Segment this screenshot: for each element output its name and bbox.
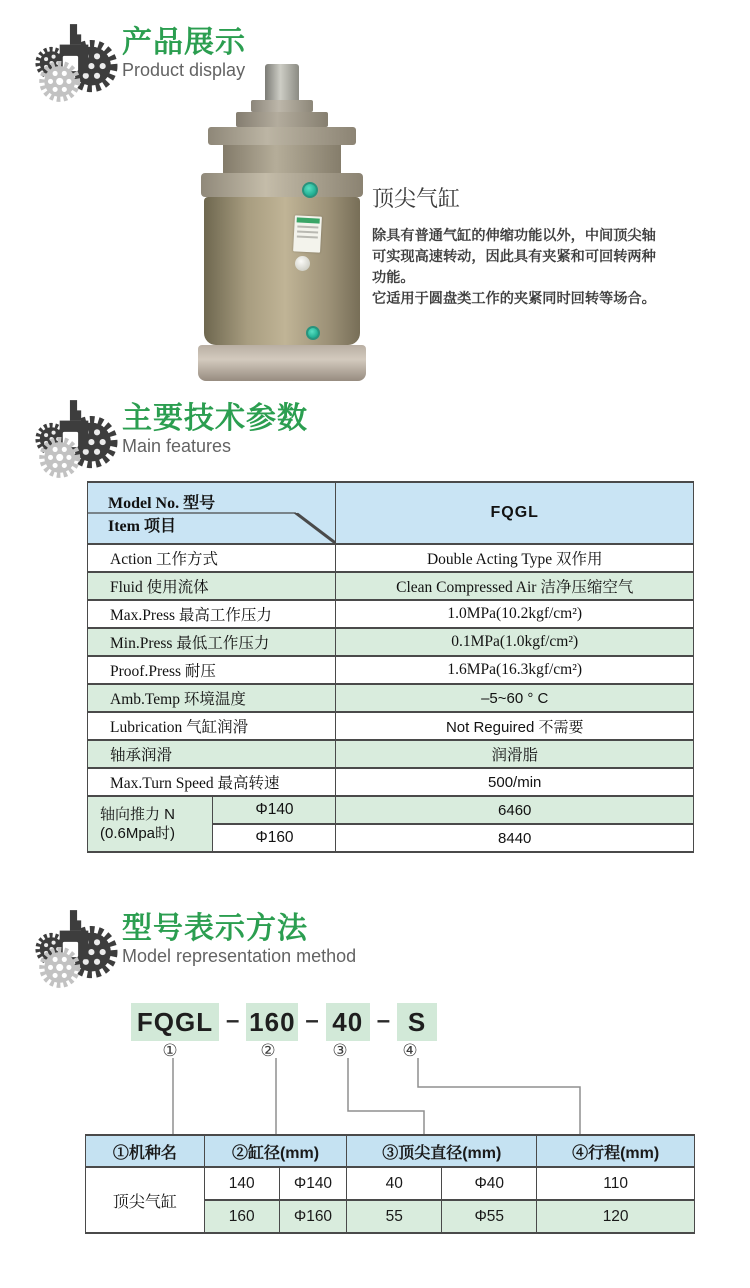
product-name: 顶尖气缸 <box>372 186 461 211</box>
gear-machine-icon <box>28 904 118 994</box>
product-description-line: 功能。 <box>372 270 415 286</box>
product-label <box>293 215 322 252</box>
product-description-line: 除具有普通气缸的伸缩功能以外，中间顶尖轴 <box>372 228 656 244</box>
product-description <box>372 226 738 310</box>
gear-machine-icon <box>28 394 118 484</box>
spec-header-item: Item 项目 <box>108 518 176 535</box>
spec-label-cell: Lubrication 气缸润滑 <box>88 712 336 740</box>
connector-lines <box>85 1058 695 1134</box>
model-code-separator: – <box>376 1006 391 1034</box>
spec-value-cell: Clean Compressed Air 洁净压缩空气 <box>336 572 694 600</box>
model-table-header: ③顶尖直径(mm) <box>347 1135 537 1167</box>
spec-value-cell: 0.1MPa(1.0kgf/cm²) <box>336 628 694 656</box>
thrust-label-line: (0.6Mpa时) <box>100 825 176 842</box>
cylinder-body <box>204 197 360 345</box>
model-table-cell: 110 <box>537 1167 695 1200</box>
plug-icon <box>295 256 310 271</box>
spec-label-cell: Max.Turn Speed 最高转速 <box>88 768 336 796</box>
section-subtitle: Model representation method <box>122 946 357 966</box>
model-table <box>85 1134 695 1234</box>
product-photo <box>176 64 388 364</box>
spec-value-cell: Double Acting Type 双作用 <box>336 544 694 572</box>
port-plug-icon <box>302 182 318 198</box>
circled-number: ③ <box>332 1041 348 1060</box>
gear-machine-icon <box>28 18 118 108</box>
model-table-row-label: 顶尖气缸 <box>86 1167 205 1233</box>
spec-header-model: Model No. 型号 <box>108 495 216 512</box>
spec-value-cell: 润滑脂 <box>336 740 694 768</box>
circled-number: ② <box>260 1041 276 1060</box>
circled-number: ① <box>162 1041 178 1060</box>
spec-model-value: FQGL <box>336 482 694 544</box>
model-table-header: ①机种名 <box>86 1135 205 1167</box>
cylinder-plate <box>208 127 356 145</box>
product-description-line: 可实现高速转动，因此具有夹紧和可回转两种 <box>372 249 656 265</box>
model-code-separator: – <box>305 1006 319 1034</box>
cylinder-neck <box>223 145 341 173</box>
model-code <box>131 1003 437 1041</box>
model-table-cell: 120 <box>537 1200 695 1233</box>
spec-label-cell: Proof.Press 耐压 <box>88 656 336 684</box>
model-table-cell: 140 <box>204 1167 279 1200</box>
section-title: 主要技术参数 <box>122 402 308 435</box>
cylinder-base <box>198 345 366 381</box>
spec-label-cell: 轴承润滑 <box>88 740 336 768</box>
spec-label-cell: Max.Press 最高工作压力 <box>88 600 336 628</box>
circled-number: ④ <box>402 1041 418 1060</box>
model-code-separator: – <box>226 1006 240 1034</box>
section-title: 型号表示方法 <box>122 912 308 945</box>
cylinder-disc <box>236 112 328 127</box>
thrust-label-line: 轴向推力 N <box>100 805 176 823</box>
spec-value-cell: 500/min <box>336 768 694 796</box>
section-subtitle: Product display <box>122 60 246 80</box>
model-table-cell: 40 <box>347 1167 442 1200</box>
model-table-cell: Φ40 <box>442 1167 537 1200</box>
spec-size-cell: Φ160 <box>213 824 336 852</box>
spec-label-cell: Amb.Temp 环境温度 <box>88 684 336 712</box>
spec-label-cell: Action 工作方式 <box>88 544 336 572</box>
spec-size-cell: Φ140 <box>213 796 336 824</box>
model-table-cell: Φ55 <box>442 1200 537 1233</box>
spec-value-cell: 1.0MPa(10.2kgf/cm²) <box>336 600 694 628</box>
model-table-cell: 160 <box>204 1200 279 1233</box>
model-code-part: FQGL <box>131 1003 219 1041</box>
section-header-model <box>28 904 356 994</box>
product-description-line: 它适用于圆盘类工作的夹紧同时回转等场合。 <box>372 291 656 307</box>
spec-value-cell: Not Reguired 不需要 <box>336 712 694 740</box>
section-header-features <box>28 394 308 484</box>
cylinder-shaft <box>265 64 299 100</box>
port-plug-icon <box>306 326 320 340</box>
spec-value-cell: 8440 <box>336 824 694 852</box>
model-code-part: S <box>397 1003 437 1041</box>
spec-value-cell: 6460 <box>336 796 694 824</box>
spec-thrust-label-cell <box>88 796 213 852</box>
spec-value-cell: 1.6MPa(16.3kgf/cm²) <box>336 656 694 684</box>
model-table-header: ④行程(mm) <box>537 1135 695 1167</box>
model-table-cell: Φ140 <box>279 1167 347 1200</box>
model-code-part: 160 <box>246 1003 298 1041</box>
diagonal-divider <box>88 483 335 543</box>
spec-label-cell: Min.Press 最低工作压力 <box>88 628 336 656</box>
model-table-header: ②缸径(mm) <box>204 1135 347 1167</box>
spec-value-cell: –5~60 ° C <box>336 684 694 712</box>
model-table-cell: Φ160 <box>279 1200 347 1233</box>
section-subtitle: Main features <box>122 436 232 456</box>
product-info <box>372 182 738 310</box>
spec-header-cell <box>88 482 336 544</box>
model-table-cell: 55 <box>347 1200 442 1233</box>
model-code-part: 40 <box>326 1003 370 1041</box>
cylinder-flange <box>201 173 363 197</box>
cylinder-disc <box>251 100 313 112</box>
spec-label-cell: Fluid 使用流体 <box>88 572 336 600</box>
spec-table <box>87 481 694 853</box>
section-title: 产品展示 <box>122 26 246 59</box>
